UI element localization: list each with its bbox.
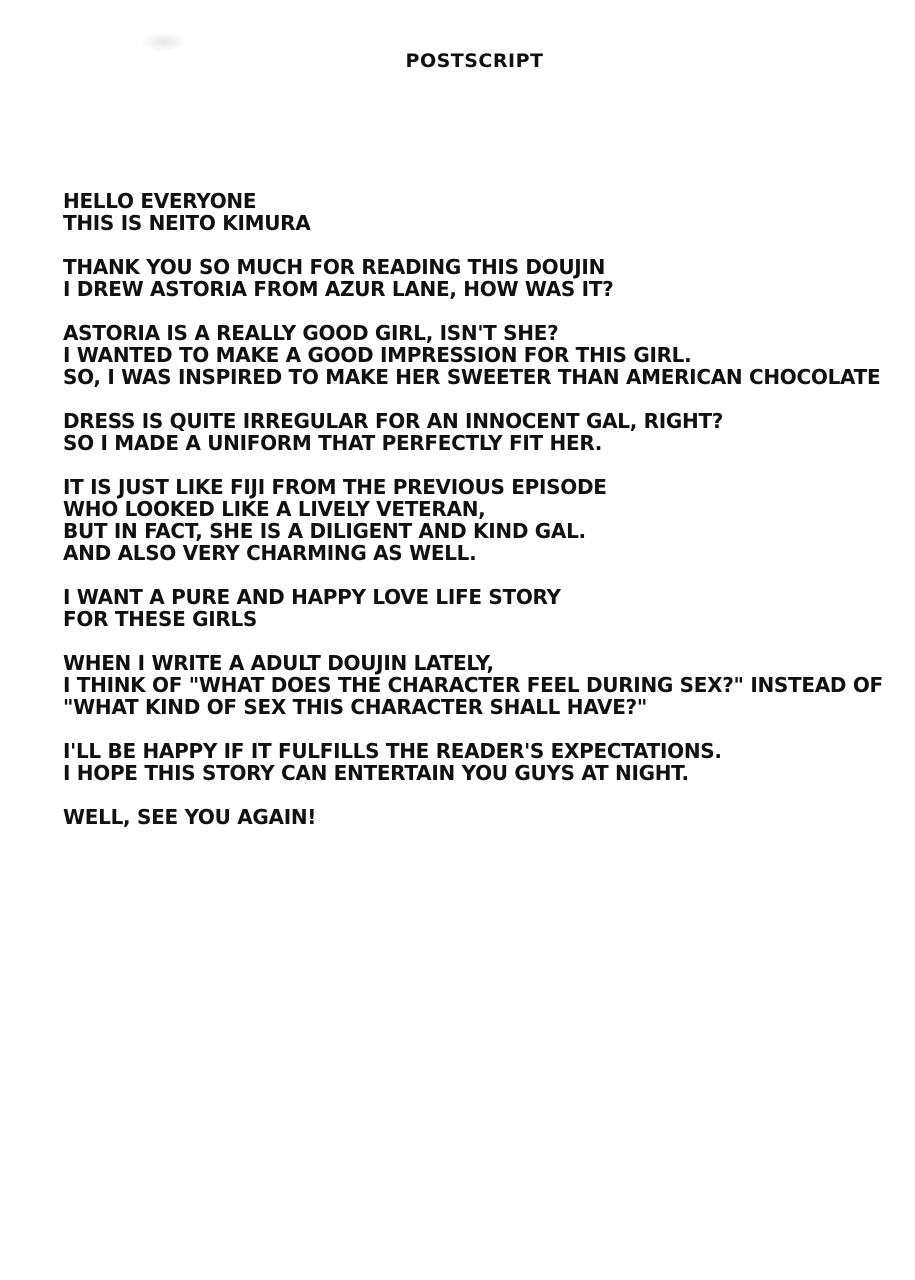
text-line: I WANT A PURE AND HAPPY LOVE LIFE STORY [63, 585, 561, 609]
page-title: POSTSCRIPT [405, 50, 544, 72]
paragraph [63, 410, 883, 454]
paragraph [63, 806, 883, 828]
text-line: WHO LOOKED LIKE A LIVELY VETERAN, [63, 497, 486, 521]
paragraph [63, 476, 883, 564]
paragraph [63, 586, 883, 630]
text-line: HELLO EVERYONE [63, 189, 257, 213]
text-line: WELL, SEE YOU AGAIN! [63, 805, 317, 829]
text-line: I THINK OF "WHAT DOES THE CHARACTER FEEL DURING SEX?" INSTEAD OF [63, 673, 883, 697]
text-line: ASTORIA IS A REALLY GOOD GIRL, ISN'T SHE? [63, 321, 559, 345]
text-line: SO I MADE A UNIFORM THAT PERFECTLY FIT HER. [63, 431, 603, 455]
text-line: IT IS JUST LIKE FIJI FROM THE PREVIOUS EPISODE [63, 475, 607, 499]
text-line: FOR THESE GIRLS [63, 607, 258, 631]
text-line: DRESS IS QUITE IRREGULAR FOR AN INNOCENT GAL, RIGHT? [63, 409, 724, 433]
text-line: AND ALSO VERY CHARMING AS WELL. [63, 541, 477, 565]
text-line: "WHAT KIND OF SEX THIS CHARACTER SHALL HAVE?" [63, 695, 647, 719]
text-line: SO, I WAS INSPIRED TO MAKE HER SWEETER THAN AMERICAN CHOCOLATE [63, 365, 881, 389]
text-line: I WANTED TO MAKE A GOOD IMPRESSION FOR THIS GIRL. [63, 343, 692, 367]
text-line: WHEN I WRITE A ADULT DOUJIN LATELY, [63, 651, 494, 675]
text-line: I'LL BE HAPPY IF IT FULFILLS THE READER'S EXPECTATIONS. [63, 739, 722, 763]
paragraph [63, 190, 883, 234]
paragraph [63, 256, 883, 300]
text-line: I DREW ASTORIA FROM AZUR LANE, HOW WAS IT? [63, 277, 614, 301]
paragraph [63, 652, 883, 718]
text-line: THIS IS NEITO KIMURA [63, 211, 311, 235]
paper-smudge [140, 32, 188, 52]
text-line: I HOPE THIS STORY CAN ENTERTAIN YOU GUYS AT NIGHT. [63, 761, 689, 785]
text-line: BUT IN FACT, SHE IS A DILIGENT AND KIND GAL. [63, 519, 586, 543]
paragraph [63, 322, 883, 388]
postscript-body [63, 190, 883, 850]
paragraph [63, 740, 883, 784]
text-line: THANK YOU SO MUCH FOR READING THIS DOUJIN [63, 255, 606, 279]
